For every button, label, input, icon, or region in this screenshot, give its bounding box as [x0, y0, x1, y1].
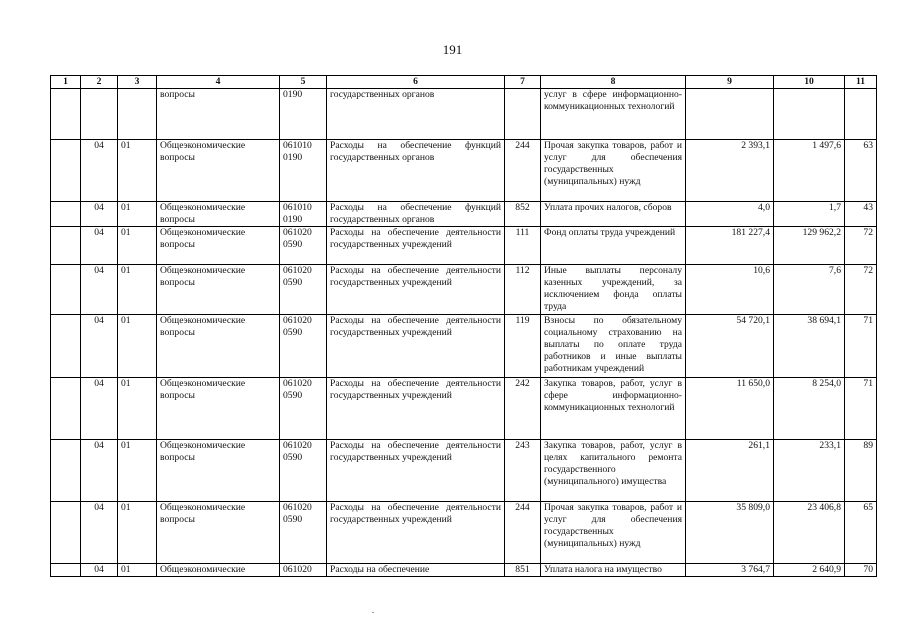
- cell: [51, 440, 81, 502]
- cell: Общеэкономические вопросы: [157, 140, 280, 202]
- cell: 01: [118, 140, 157, 202]
- cell: 7,6: [774, 265, 845, 315]
- col-header: 1: [51, 76, 81, 89]
- cell: Иные выплаты персоналу казенных учреждений, за исключением фонда оплаты труда: [541, 265, 686, 315]
- cell: 89: [845, 440, 877, 502]
- cell: Общеэкономические вопросы: [157, 440, 280, 502]
- cell: [505, 89, 541, 140]
- cell: [51, 564, 81, 577]
- cell: 061020 0590: [280, 315, 327, 378]
- table-row: [51, 227, 877, 265]
- table-row: [51, 440, 877, 502]
- col-header: 6: [327, 76, 505, 89]
- cell: Расходы на обеспечение деятельности государственных учреждений: [327, 265, 505, 315]
- col-header: 9: [686, 76, 774, 89]
- col-header: 3: [118, 76, 157, 89]
- cell: Закупка товаров, работ, услуг в целях капитального ремонта государственного (муниципального) имущества: [541, 440, 686, 502]
- cell: 01: [118, 440, 157, 502]
- col-header: 7: [505, 76, 541, 89]
- table-row: [51, 89, 877, 140]
- table-row: [51, 564, 877, 577]
- cell: 01: [118, 227, 157, 265]
- cell: 243: [505, 440, 541, 502]
- cell: 04: [81, 315, 118, 378]
- cell: вопросы: [157, 89, 280, 140]
- cell: 43: [845, 202, 877, 227]
- cell: Расходы на обеспечение функций государственных органов: [327, 140, 505, 202]
- cell: 1,7: [774, 202, 845, 227]
- cell: 8 254,0: [774, 378, 845, 440]
- cell: 061020 0590: [280, 227, 327, 265]
- budget-table: [50, 75, 877, 577]
- table-row: [51, 140, 877, 202]
- cell: Общеэкономические вопросы: [157, 315, 280, 378]
- cell: 2 393,1: [686, 140, 774, 202]
- cell: [51, 265, 81, 315]
- cell: государственных органов: [327, 89, 505, 140]
- cell: [81, 89, 118, 140]
- cell: 71: [845, 378, 877, 440]
- col-header: 5: [280, 76, 327, 89]
- col-header: 10: [774, 76, 845, 89]
- cell: 852: [505, 202, 541, 227]
- cell: Общеэкономические вопросы: [157, 265, 280, 315]
- cell: 851: [505, 564, 541, 577]
- cell: Расходы на обеспечение функций государственных органов: [327, 202, 505, 227]
- cell: 061020 0590: [280, 502, 327, 564]
- cell: услуг в сфере информационно-коммуникационных технологий: [541, 89, 686, 140]
- cell: Общеэкономические вопросы: [157, 378, 280, 440]
- cell: 01: [118, 315, 157, 378]
- table-row: [51, 315, 877, 378]
- cell: 70: [845, 564, 877, 577]
- cell: 04: [81, 265, 118, 315]
- cell: 3 764,7: [686, 564, 774, 577]
- col-header: 4: [157, 76, 280, 89]
- cell: Расходы на обеспечение: [327, 564, 505, 577]
- cell: [51, 502, 81, 564]
- cell: 1 497,6: [774, 140, 845, 202]
- cell: 35 809,0: [686, 502, 774, 564]
- cell: Взносы по обязательному социальному страхованию на выплаты по оплате труда работников и иные выплаты работникам учреждений: [541, 315, 686, 378]
- cell: 061020: [280, 564, 327, 577]
- cell: 04: [81, 502, 118, 564]
- cell: 233,1: [774, 440, 845, 502]
- col-header: 8: [541, 76, 686, 89]
- cell: 0190: [280, 89, 327, 140]
- cell: Расходы на обеспечение деятельности государственных учреждений: [327, 378, 505, 440]
- cell: Уплата налога на имущество: [541, 564, 686, 577]
- cell: 71: [845, 315, 877, 378]
- cell: 061010 0190: [280, 202, 327, 227]
- cell: 01: [118, 564, 157, 577]
- cell: [51, 227, 81, 265]
- cell: 04: [81, 564, 118, 577]
- cell: Общеэкономические вопросы: [157, 202, 280, 227]
- cell: Расходы на обеспечение деятельности государственных учреждений: [327, 502, 505, 564]
- cell: 244: [505, 140, 541, 202]
- cell: 01: [118, 378, 157, 440]
- cell: Закупка товаров, работ, услуг в сфере информационно-коммуникационных технологий: [541, 378, 686, 440]
- cell: [845, 89, 877, 140]
- col-header: 11: [845, 76, 877, 89]
- cell: Расходы на обеспечение деятельности государственных учреждений: [327, 227, 505, 265]
- cell: 01: [118, 202, 157, 227]
- cell: 129 962,2: [774, 227, 845, 265]
- cell: 54 720,1: [686, 315, 774, 378]
- cell: 01: [118, 502, 157, 564]
- cell: [118, 89, 157, 140]
- cell: 4,0: [686, 202, 774, 227]
- cell: 119: [505, 315, 541, 378]
- cell: 63: [845, 140, 877, 202]
- cell: 2 640,9: [774, 564, 845, 577]
- cell: 061020 0590: [280, 265, 327, 315]
- cell: [774, 89, 845, 140]
- cell: 244: [505, 502, 541, 564]
- cell: 04: [81, 227, 118, 265]
- cell: 01: [118, 265, 157, 315]
- cell: [51, 140, 81, 202]
- cell: Прочая закупка товаров, работ и услуг для обеспечения государственных (муниципальных) нужд: [541, 140, 686, 202]
- header-row: [51, 76, 877, 89]
- table-row: [51, 265, 877, 315]
- cell: [51, 89, 81, 140]
- cell: 72: [845, 227, 877, 265]
- cell: [51, 378, 81, 440]
- cell: 061020 0590: [280, 378, 327, 440]
- cell: 261,1: [686, 440, 774, 502]
- cell: 111: [505, 227, 541, 265]
- cell: 181 227,4: [686, 227, 774, 265]
- cell: 23 406,8: [774, 502, 845, 564]
- col-header: 2: [81, 76, 118, 89]
- cell: 04: [81, 202, 118, 227]
- table-row: [51, 378, 877, 440]
- cell: 11 650,0: [686, 378, 774, 440]
- cell: 65: [845, 502, 877, 564]
- cell: 72: [845, 265, 877, 315]
- cell: 04: [81, 378, 118, 440]
- page-number: 191: [442, 42, 463, 57]
- cell: Фонд оплаты труда учреждений: [541, 227, 686, 265]
- cell: 38 694,1: [774, 315, 845, 378]
- cell: [51, 315, 81, 378]
- cell: Общеэкономические вопросы: [157, 502, 280, 564]
- cell: 061020 0590: [280, 440, 327, 502]
- scan-speck: [372, 612, 374, 613]
- cell: Расходы на обеспечение деятельности государственных учреждений: [327, 440, 505, 502]
- cell: 04: [81, 140, 118, 202]
- cell: Расходы на обеспечение деятельности государственных учреждений: [327, 315, 505, 378]
- cell: Прочая закупка товаров, работ и услуг для обеспечения государственных (муниципальных) нужд: [541, 502, 686, 564]
- cell: [686, 89, 774, 140]
- cell: Общеэкономические вопросы: [157, 227, 280, 265]
- table-row: [51, 502, 877, 564]
- cell: 04: [81, 440, 118, 502]
- table-row: [51, 202, 877, 227]
- cell: 112: [505, 265, 541, 315]
- cell: 242: [505, 378, 541, 440]
- cell: 10,6: [686, 265, 774, 315]
- cell: Уплата прочих налогов, сборов: [541, 202, 686, 227]
- cell: 061010 0190: [280, 140, 327, 202]
- cell: Общеэкономические: [157, 564, 280, 577]
- cell: [51, 202, 81, 227]
